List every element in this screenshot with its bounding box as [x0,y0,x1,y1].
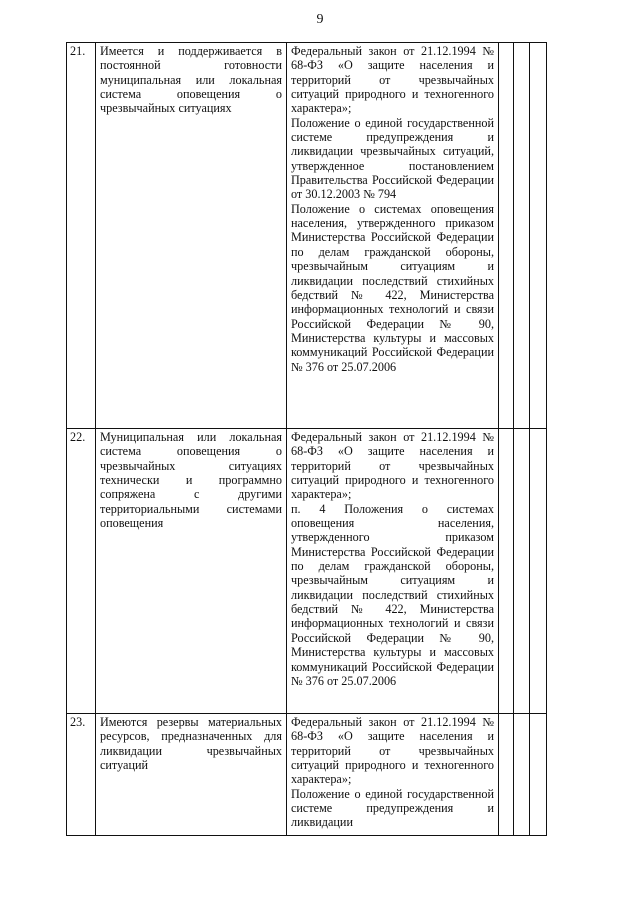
legal-basis-cell [287,714,499,836]
answer-cell-yes [499,43,514,429]
legal-basis-cell [287,429,499,714]
table-row [67,43,547,429]
table-row [67,429,547,714]
row-number: 21. [67,43,96,429]
row-number: 23. [67,714,96,836]
answer-cell-no [514,43,530,429]
answer-cell-na [530,43,547,429]
requirement-text: Муниципальная или локальная система оповещения о чрезвычайных ситуациях технически и программно сопряжена с другими территориальными системами оповещения [96,429,287,714]
requirement-text: Имеются резервы материальных ресурсов, предназначенных для ликвидации чрезвычайных ситуаций [96,714,287,836]
table-row [67,714,547,836]
answer-cell-na [530,714,547,836]
answer-cell-no [514,714,530,836]
answer-cell-no [514,429,530,714]
answer-cell-na [530,429,547,714]
row-number: 22. [67,429,96,714]
legal-act: Положение о единой государственной системе предупреждения и ликвидации [291,786,494,830]
answer-cell-yes [499,429,514,714]
requirements-table [66,42,547,836]
legal-act: Федеральный закон от 21.12.1994 № 68-ФЗ «О защите населения и территорий от чрезвычайных ситуаций природного и техногенного характера»; [291,44,494,116]
page-number: 9 [316,12,324,27]
answer-cell-yes [499,714,514,836]
legal-act: Положение о системах оповещения населения, утвержденного приказом Министерства Российской Федерации по делам гражданской обороны, чрезвычайным ситуациям и ликвидации последствий стихийных бедствий № 422, Министерства информационных технологий и связи Российской Федерации № 90, Министерства культуры и массовых коммуникаций Российской Федерации № 376 от 25.07.2006 [291,201,494,374]
legal-act: п. 4 Положения о системах оповещения населения, утвержденного приказом Министерства Российской Федерации по делам гражданской обороны, чрезвычайным ситуациям и ликвидации последствий стихийных бедствий № 422, Министерства информационных технологий и связи Российской Федерации № 90, Министерства культуры и массовых коммуникаций Российской Федерации № 376 от 25.07.2006 [291,501,494,688]
legal-act: Федеральный закон от 21.12.1994 № 68-ФЗ «О защите населения и территорий от чрезвычайных ситуаций природного и техногенного характера»; [291,715,494,787]
legal-act: Положение о единой государственной системе предупреждения и ликвидации чрезвычайных ситуаций, утвержденное постановлением Правительства Российской Федерации от 30.12.2003 № 794 [291,115,494,202]
legal-basis-cell [287,43,499,429]
requirement-text: Имеется и поддерживается в постоянной готовности муниципальная или локальная система оповещения о чрезвычайных ситуациях [96,43,287,429]
legal-act: Федеральный закон от 21.12.1994 № 68-ФЗ «О защите населения и территорий от чрезвычайных ситуаций природного и техногенного характера»; [291,430,494,502]
